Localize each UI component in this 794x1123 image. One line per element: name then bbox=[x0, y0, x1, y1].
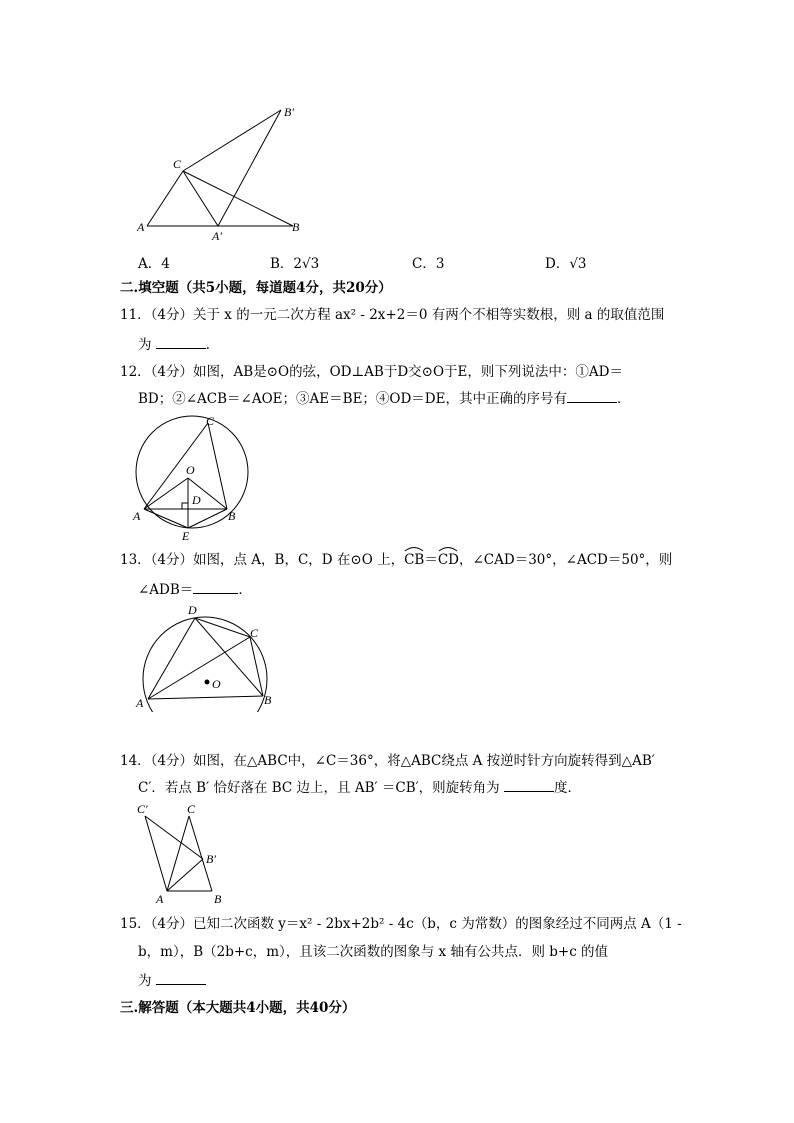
section-2-title: 二.填空题（共5小题，每道题4分，共20分） bbox=[120, 280, 392, 296]
label-a: A bbox=[156, 892, 164, 906]
label-b: B bbox=[228, 509, 236, 523]
figure-q10 bbox=[135, 95, 325, 250]
answer-blank[interactable] bbox=[156, 334, 206, 349]
label-c: C bbox=[206, 414, 215, 428]
label-o: O bbox=[212, 677, 221, 691]
q11-line1: 11．（4分）关于 x 的一元二次方程 ax² - 2x+2＝0 有两个不相等实数根，则 a 的取值范围 bbox=[120, 307, 665, 323]
label-a: A bbox=[137, 220, 145, 234]
label-b: B bbox=[264, 693, 272, 707]
option-b: B．2√3 bbox=[270, 256, 320, 272]
section-3-title: 三.解答题（本大题共4小题，共40分） bbox=[120, 1000, 356, 1016]
q15-line1: 15．（4分）已知二次函数 y＝x² - 2bx+2b² - 4c（b，c 为常数）的图象经过不同两点 A（1 - bbox=[120, 916, 682, 932]
label-c-prime: C′ bbox=[137, 802, 148, 816]
label-b-prime: B′ bbox=[284, 105, 294, 119]
answer-blank[interactable] bbox=[504, 777, 554, 792]
label-o: O bbox=[186, 463, 195, 477]
q15-line2: b，m），B（2b+c，m），且该二次函数的图象与 x 轴有公共点．则 b+c 的值 bbox=[138, 944, 609, 960]
q11-line2: 为 ． bbox=[138, 334, 219, 355]
option-c: C．3 bbox=[412, 256, 445, 272]
label-d: D bbox=[188, 603, 197, 617]
label-d: D bbox=[192, 493, 201, 507]
answer-blank[interactable] bbox=[156, 970, 206, 985]
answer-blank[interactable] bbox=[193, 579, 238, 594]
q14-line2: C′．若点 B′ 恰好落在 BC 边上，且 AB′ ＝CB′，则旋转角为 度． bbox=[138, 777, 581, 798]
answer-blank[interactable] bbox=[567, 388, 617, 403]
label-b: B bbox=[292, 220, 300, 234]
label-b-prime: B′ bbox=[206, 852, 216, 866]
option-a: A．4 bbox=[138, 256, 170, 272]
figure-q13 bbox=[132, 600, 282, 712]
q13-line2: ∠ADB＝ ． bbox=[138, 579, 252, 600]
figure-q12 bbox=[130, 410, 255, 545]
label-e: E bbox=[182, 529, 190, 543]
label-a: A bbox=[136, 696, 144, 710]
q12-line2: BD；②∠ACB＝∠AOE；③AE＝BE；④OD＝DE，其中正确的序号有 ． bbox=[138, 388, 631, 409]
arc-cd: CD bbox=[438, 550, 459, 570]
center-dot bbox=[205, 680, 210, 685]
q14-line1: 14．（4分）如图，在△ABC中，∠C＝36°，将△ABC绕点 A 按逆时针方向旋转得到△AB′ bbox=[120, 753, 655, 769]
label-a-prime: A′ bbox=[212, 229, 222, 243]
q13-line1: 13．（4分）如图，点 A，B，C，D 在⊙O 上， CB＝ CD，∠CAD＝30°，∠ACD＝50°，则 bbox=[120, 550, 672, 570]
option-d: D．√3 bbox=[545, 256, 587, 272]
label-c: C bbox=[187, 802, 196, 816]
label-b: B bbox=[214, 892, 222, 906]
figure-q14 bbox=[132, 800, 232, 908]
label-c: C bbox=[173, 157, 182, 171]
q15-line3: 为 bbox=[138, 970, 206, 991]
arc-cb: CB bbox=[404, 550, 424, 570]
label-c: C bbox=[250, 626, 259, 640]
label-a: A bbox=[133, 509, 141, 523]
q12-line1: 12．（4分）如图，AB是⊙O的弦，OD⊥AB于D交⊙O于E，则下列说法中：①AD＝ bbox=[120, 364, 623, 380]
